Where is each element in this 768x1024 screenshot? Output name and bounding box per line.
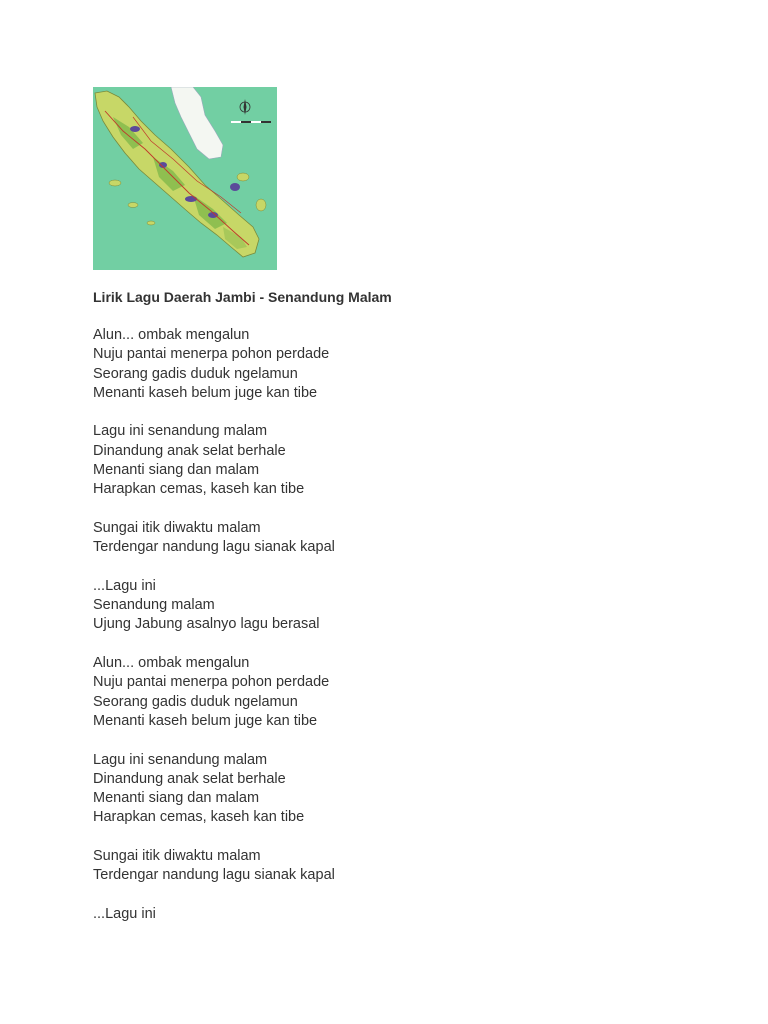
lyric-line: Harapkan cemas, kaseh kan tibe <box>93 809 305 826</box>
lyric-line: ...Lagu ini <box>93 577 156 594</box>
lyric-line: Lagu ini senandung malam <box>93 751 268 768</box>
lyric-line: Nuju pantai menerpa pohon perdade <box>93 346 330 363</box>
lyric-line: Nuju pantai menerpa pohon perdade <box>93 674 330 691</box>
lyric-line: Harapkan cemas, kaseh kan tibe <box>93 481 305 498</box>
lyric-line: Terdengar nandung lagu sianak kapal <box>93 867 335 884</box>
lyric-line: Seorang gadis duduk ngelamun <box>93 693 298 710</box>
stanza <box>93 326 713 403</box>
lyric-line: Alun... ombak mengalun <box>93 655 250 672</box>
lyric-line: Menanti siang dan malam <box>93 790 260 807</box>
lyric-line: Dinandung anak selat berhale <box>93 442 286 459</box>
lyric-line: Menanti kaseh belum juge kan tibe <box>93 384 318 401</box>
lyric-line: Menanti siang dan malam <box>93 462 260 479</box>
lyric-line: Terdengar nandung lagu sianak kapal <box>93 539 335 556</box>
sumatra-map-image <box>93 87 277 270</box>
stanza <box>93 422 713 499</box>
lyric-line: ...Lagu ini <box>93 905 156 922</box>
stanza <box>93 577 713 635</box>
lyric-line: Ujung Jabung asalnyo lagu berasal <box>93 616 320 633</box>
stanza <box>93 751 713 828</box>
stanza <box>93 905 713 924</box>
lyric-line: Senandung malam <box>93 597 215 614</box>
lyrics <box>93 326 713 924</box>
stanza <box>93 847 713 886</box>
lyric-line: Alun... ombak mengalun <box>93 327 250 343</box>
lyric-line: Dinandung anak selat berhale <box>93 770 286 787</box>
stanza <box>93 654 713 731</box>
lyric-line: Menanti kaseh belum juge kan tibe <box>93 712 318 729</box>
stanza <box>93 519 713 558</box>
document-page <box>93 87 713 944</box>
lyric-line: Sungai itik diwaktu malam <box>93 848 261 865</box>
lyric-line: Lagu ini senandung malam <box>93 423 268 440</box>
lyric-line: Sungai itik diwaktu malam <box>93 519 261 536</box>
lyric-line: Seorang gadis duduk ngelamun <box>93 365 298 382</box>
song-title: Lirik Lagu Daerah Jambi - Senandung Malam <box>93 289 392 305</box>
